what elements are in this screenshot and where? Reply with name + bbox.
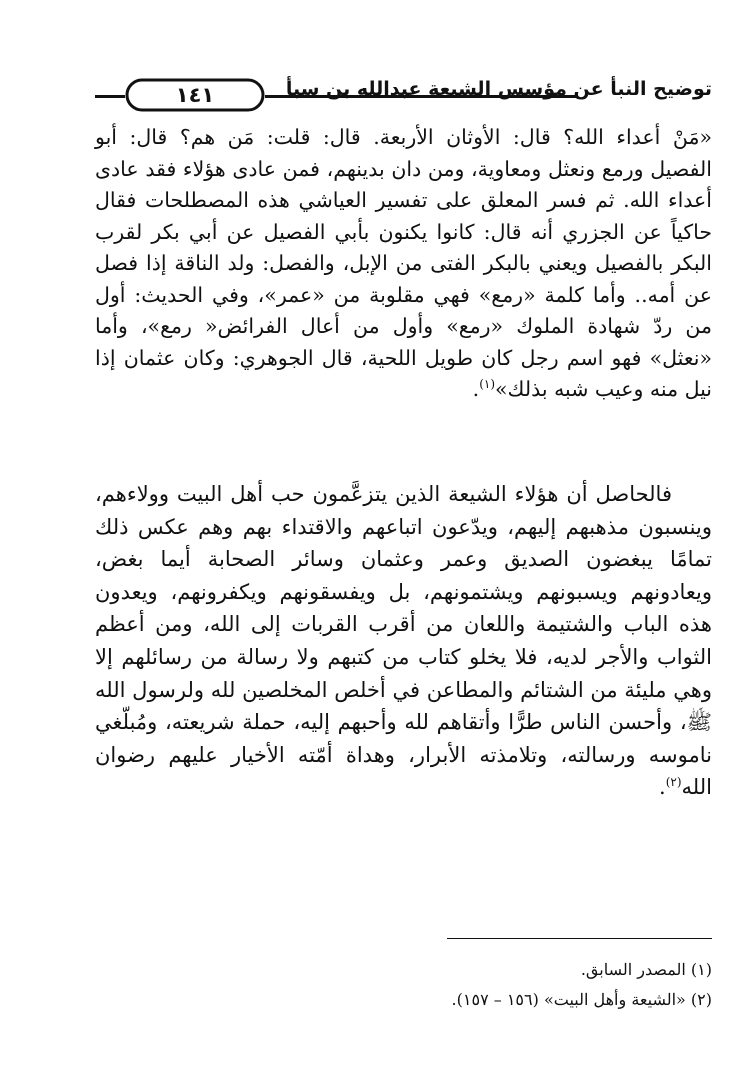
paragraph-2-text: فالحاصل أن هؤلاء الشيعة الذين يتزعَّمون حب أهل البيت وولاءهم، وينسبون مذهبهم إليهم، ويدّعون اتباعهم والاقتداء بهم وهم عكس ذلك تمامًا يبغضون الصديق وعمر وعثمان وسائر الصحابة أيما بغض، ويعادونهم ويسبونهم ويشتمونهم، بل ويفسقونهم ويكفرونهم، ويعدون هذه الباب والشتيمة واللعان من أقرب القربات إلى الله، ومن أعظم الثواب والأجر لديه، فلا يخلو كتاب من كتبهم ولا رسالة من رسائلهم إلا وهي مليئة من الشتائم والمطاعن في أخلص المخلصين لله ولرسول الله ﷺ، وأحسن الناس طرًّا وأتقاهم لله وأحبهم إليه، حملة شريعته، ومُبلّغي ناموسه ورسالته، وتلامذته الأبرار، وهداة أمّته الأخيار عليهم رضوان الله xyxy=(95,482,712,800)
page-header xyxy=(95,72,712,118)
running-title: توضيح النبأ عن مؤسس الشيعة عبدالله بن سبأ xyxy=(285,78,712,100)
header-rule xyxy=(265,95,577,98)
paragraph-2 xyxy=(95,478,712,804)
footnote-ref-1: (١) xyxy=(479,377,496,392)
footnote-2: (٢) «الشيعة وأهل البيت» (١٥٦ – ١٥٧). xyxy=(451,990,712,1009)
page-number-oval xyxy=(125,78,265,112)
paragraph-1-end: . xyxy=(472,377,480,401)
paragraph-1-text: «مَنْ أعداء الله؟ قال: الأوثان الأربعة. قال: قلت: مَن هم؟ قال: أبو الفصيل ورمع ونعثل ومعاوية، ومن دان بدينهم، فمن عادى هؤلاء فقد عادى أعداء الله. ثم فسر المعلق على تفسير العياشي هذه المصطلحات فقال حاكياً عن الجزري أنه قال: كانوا يكنون بأبي الفصيل عن أبي بكر لقرب البكر بالفصيل ويعني بالبكر الفتى من الإبل، والفصل: ولد الناقة إذا فصل عن أمه.. وأما كلمة «رمع» فهي مقلوبة من «عمر»، وفي الحديث: أول من ردّ شهادة الملوك «رمع» وأول من أعال الفرائض« رمع»، وأما «نعثل» فهو اسم رجل كان طويل اللحية، قال الجوهري: وكان عثمان إذا نيل منه وعيب شبه بذلك» xyxy=(95,125,712,401)
paragraph-2-end: . xyxy=(659,775,666,800)
footnotes xyxy=(312,955,712,1015)
page-number: ١٤١ xyxy=(175,83,215,107)
footnote-ref-2: (٢) xyxy=(665,775,682,790)
footnote-1: (١) المصدر السابق. xyxy=(580,960,712,979)
paragraph-1 xyxy=(95,122,712,406)
footnote-separator xyxy=(447,938,712,939)
header-rule-left xyxy=(95,95,125,98)
